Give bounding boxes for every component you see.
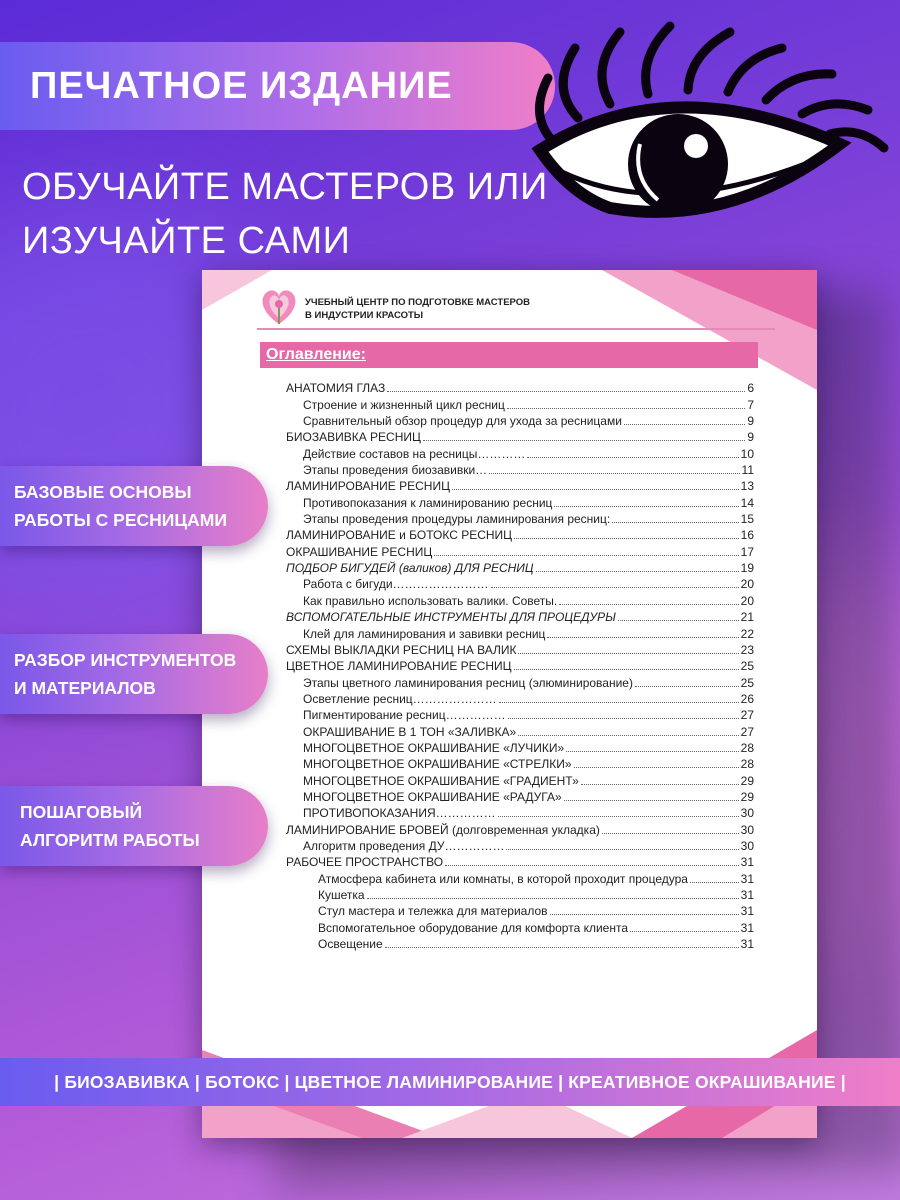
toc-entry — [286, 886, 754, 902]
toc-entry-page: 15 — [740, 512, 754, 527]
toc-leader-dots — [518, 735, 738, 736]
toc-entry-title: РАБОЧЕЕ ПРОСТРАНСТВО — [286, 855, 444, 870]
toc-entry — [286, 771, 754, 787]
toc-leader-dots — [506, 849, 738, 850]
toc-entry-page: 14 — [740, 495, 754, 510]
toc-entry-page: 28 — [740, 757, 754, 772]
toc-entry — [286, 739, 754, 755]
toc-entry-title: Этапы проведения биозавивки… — [303, 463, 488, 478]
toc-entry — [286, 690, 754, 706]
toc-leader-dots — [445, 865, 739, 866]
toc-entry-title: ПРОТИВОПОКАЗАНИЯ…………… — [303, 806, 496, 821]
toc-entry-page: 23 — [740, 642, 754, 657]
toc-entry — [286, 788, 754, 804]
toc-leader-dots — [564, 800, 739, 801]
toc-entry-page: 28 — [740, 740, 754, 755]
toc-entry-page: 30 — [740, 822, 754, 837]
toc-leader-dots — [514, 669, 739, 670]
toc-entry-title: Этапы цветного ламинирования ресниц (элюминирование) — [303, 675, 633, 690]
toc-entry-title: СХЕМЫ ВЫКЛАДКИ РЕСНИЦ НА ВАЛИК — [286, 642, 517, 657]
toc-entry — [286, 608, 754, 624]
toc-entry — [286, 493, 754, 509]
toc-entry-title: Противопоказания к ламинированию ресниц — [303, 495, 553, 510]
toc-entry-page: 31 — [740, 855, 754, 870]
print-edition-banner — [0, 42, 555, 130]
toc-entry-page: 6 — [747, 381, 754, 396]
topics-bar — [0, 1058, 900, 1106]
toc-leader-dots — [367, 898, 739, 899]
toc-leader-dots — [559, 604, 738, 605]
toc-entry — [286, 869, 754, 885]
toc-entry — [286, 722, 754, 738]
toc-leader-dots — [507, 408, 745, 409]
toc-entry — [286, 837, 754, 853]
toc-entry — [286, 542, 754, 558]
toc-entry-page: 20 — [740, 593, 754, 608]
toc-leader-dots — [554, 506, 738, 507]
toc-entry-page: 25 — [740, 675, 754, 690]
brand-name: УЧЕБНЫЙ ЦЕНТР ПО ПОДГОТОВКЕ МАСТЕРОВ В ИНДУСТРИИ КРАСОТЫ — [305, 297, 531, 321]
topics-text: | БИОЗАВИВКА | БОТОКС | ЦВЕТНОЕ ЛАМИНИРОВАНИЕ | КРЕАТИВНОЕ ОКРАШИВАНИЕ | — [54, 1071, 846, 1092]
toc-leader-dots — [630, 931, 739, 932]
toc-leader-dots — [612, 522, 738, 523]
toc-entry-page: 25 — [740, 659, 754, 674]
toc-entry — [286, 804, 754, 820]
heart-logo-icon — [257, 284, 301, 328]
toc-entry-title: ВСПОМОГАТЕЛЬНЫЕ ИНСТРУМЕНТЫ ДЛЯ ПРОЦЕДУРЫ — [286, 610, 616, 625]
toc-entry-title: Освещение — [318, 937, 383, 952]
toc-leader-dots — [452, 489, 739, 490]
toc-entry — [286, 820, 754, 836]
toc-leader-dots — [618, 620, 739, 621]
toc-entry — [286, 461, 754, 477]
toc-entry-page: 10 — [740, 446, 754, 461]
toc-entry — [286, 412, 754, 428]
toc-entry-title: ОКРАШИВАНИЕ РЕСНИЦ — [286, 544, 433, 559]
toc-entry — [286, 641, 754, 657]
toc-entry — [286, 477, 754, 493]
document-page — [202, 270, 817, 1138]
toc-entry — [286, 526, 754, 542]
toc-entry-page: 31 — [740, 904, 754, 919]
toc-entry — [286, 575, 754, 591]
toc-entry-page: 31 — [740, 920, 754, 935]
toc-entry-title: Клей для ламинирования и завивки ресниц — [303, 626, 546, 641]
toc-entry-title: МНОГОЦВЕТНОЕ ОКРАШИВАНИЕ «СТРЕЛКИ» — [303, 757, 572, 772]
toc-leader-dots — [635, 686, 739, 687]
toc-entry-page: 31 — [740, 888, 754, 902]
toc-leader-dots — [690, 882, 739, 883]
toc-entry-page: 9 — [747, 414, 754, 429]
toc-entry-page: 7 — [747, 397, 754, 412]
toc-entry — [286, 395, 754, 411]
toc-entry — [286, 673, 754, 689]
toc-entry-page: 27 — [740, 724, 754, 739]
toc-leader-dots — [550, 914, 739, 915]
toc-leader-dots — [518, 653, 738, 654]
toc-leader-dots — [498, 816, 739, 817]
header-divider — [257, 328, 775, 330]
toc-entry-page: 29 — [740, 773, 754, 788]
toc-entry-title: Алгоритм проведения ДУ…………… — [303, 838, 505, 853]
toc-entry-page: 26 — [740, 691, 754, 706]
toc-entry-page: 9 — [747, 430, 754, 445]
toc-leader-dots — [434, 555, 738, 556]
toc-leader-dots — [387, 391, 745, 392]
toc-entry-title: ЦВЕТНОЕ ЛАМИНИРОВАНИЕ РЕСНИЦ — [286, 659, 512, 674]
toc-leader-dots — [489, 473, 739, 474]
toc-leader-dots — [602, 833, 739, 834]
feature-pill-tools: РАЗБОР ИНСТРУМЕНТОВ И МАТЕРИАЛОВ — [0, 634, 268, 714]
banner-label: ПЕЧАТНОЕ ИЗДАНИЕ — [30, 64, 453, 107]
toc-leader-dots — [508, 718, 739, 719]
toc-entry-title: МНОГОЦВЕТНОЕ ОКРАШИВАНИЕ «РАДУГА» — [303, 789, 562, 804]
toc-entry-page: 27 — [740, 708, 754, 723]
toc-entry-page: 29 — [740, 789, 754, 804]
toc-entry-page: 22 — [740, 626, 754, 641]
toc-entry — [286, 510, 754, 526]
toc-entry-title: ЛАМИНИРОВАНИЕ БРОВЕЙ (долговременная укладка) — [286, 822, 600, 837]
toc-entry-title: ЛАМИНИРОВАНИЕ и БОТОКС РЕСНИЦ — [286, 528, 513, 543]
toc-leader-dots — [385, 947, 739, 948]
toc-leader-dots — [581, 784, 739, 785]
toc-entry-page: 16 — [740, 528, 754, 543]
toc-entry-title: Сравнительный обзор процедур для ухода за ресницами — [303, 414, 622, 429]
toc-leader-dots — [491, 587, 739, 588]
toc-entry — [286, 755, 754, 771]
feature-pill-basics: БАЗОВЫЕ ОСНОВЫ РАБОТЫ С РЕСНИЦАМИ — [0, 466, 268, 546]
toc-entry-title: ПОДБОР БИГУДЕЙ (валиков) ДЛЯ РЕСНИЦ — [286, 561, 534, 576]
toc-entry-title: ОКРАШИВАНИЕ В 1 ТОН «ЗАЛИВКА» — [303, 724, 517, 739]
toc-leader-dots — [536, 571, 739, 572]
toc-entry-page: 30 — [740, 838, 754, 853]
toc-entry — [286, 706, 754, 722]
toc-entry-title: ЛАМИНИРОВАНИЕ РЕСНИЦ — [286, 479, 450, 494]
toc-entry — [286, 853, 754, 869]
toc-entry — [286, 379, 754, 395]
toc-entry-page: 11 — [741, 463, 754, 478]
headline-line-1: ОБУЧАЙТЕ МАСТЕРОВ ИЛИ — [22, 166, 548, 208]
toc-entry-title: Атмосфера кабинета или комнаты, в которой проходит процедура — [318, 871, 688, 886]
toc-leader-dots — [547, 637, 738, 638]
toc-leader-dots — [566, 751, 738, 752]
toc-entry — [286, 918, 754, 934]
toc-entry-title: Этапы проведения процедуры ламинирования ресниц: — [303, 512, 611, 527]
toc-leader-dots — [527, 457, 738, 458]
toc-entry — [286, 444, 754, 460]
toc-entry-title: Работа с бигуди…………………… — [303, 577, 489, 592]
toc-entry-page: 30 — [740, 806, 754, 821]
toc-entry-title: Действие составов на ресницы………… — [303, 446, 526, 461]
headline-line-2: ИЗУЧАЙТЕ САМИ — [22, 220, 351, 262]
toc-entry-page: 19 — [740, 561, 754, 576]
toc-entry — [286, 902, 754, 918]
toc-entry-title: Стул мастера и тележка для материалов — [318, 904, 548, 919]
toc-entry-page: 31 — [740, 871, 754, 886]
toc-leader-dots — [423, 440, 745, 441]
toc-entry-page: 21 — [740, 610, 754, 625]
toc-entry — [286, 657, 754, 673]
toc-entry-page: 13 — [740, 479, 754, 494]
toc-entry-title: АНАТОМИЯ ГЛАЗ — [286, 381, 386, 396]
document-header — [257, 284, 777, 330]
toc-entry-title: Как правильно использовать валики. Советы. — [303, 593, 558, 608]
toc-leader-dots — [624, 424, 745, 425]
toc-entry-title: Пигментирование ресниц…………… — [303, 708, 506, 723]
eye-illustration-icon — [520, 18, 900, 238]
toc-entry — [286, 428, 754, 444]
toc-entry-title: Вспомогательное оборудование для комфорта клиента — [318, 920, 629, 935]
feature-pill-algorithm: ПОШАГОВЫЙ АЛГОРИТМ РАБОТЫ — [0, 786, 268, 866]
toc-entry-title: Осветление ресниц………………… — [303, 691, 497, 706]
table-of-contents — [286, 379, 754, 951]
toc-entry-title: МНОГОЦВЕТНОЕ ОКРАШИВАНИЕ «ЛУЧИКИ» — [303, 740, 565, 755]
toc-entry-page: 17 — [740, 544, 754, 559]
toc-entry — [286, 935, 754, 951]
toc-entry-title: Кушетка — [318, 888, 365, 902]
toc-entry-title: Строение и жизненный цикл ресниц — [303, 397, 505, 412]
toc-entry-title: БИОЗАВИВКА РЕСНИЦ — [286, 430, 421, 445]
headline — [22, 160, 548, 268]
toc-entry-page: 31 — [740, 937, 754, 952]
toc-entry — [286, 559, 754, 575]
toc-leader-dots — [574, 767, 739, 768]
toc-entry — [286, 624, 754, 640]
toc-entry-title: МНОГОЦВЕТНОЕ ОКРАШИВАНИЕ «ГРАДИЕНТ» — [303, 773, 579, 788]
toc-leader-dots — [514, 538, 739, 539]
toc-title: Оглавление: — [260, 342, 758, 368]
toc-entry — [286, 591, 754, 607]
toc-entry-page: 20 — [740, 577, 754, 592]
toc-leader-dots — [499, 702, 739, 703]
